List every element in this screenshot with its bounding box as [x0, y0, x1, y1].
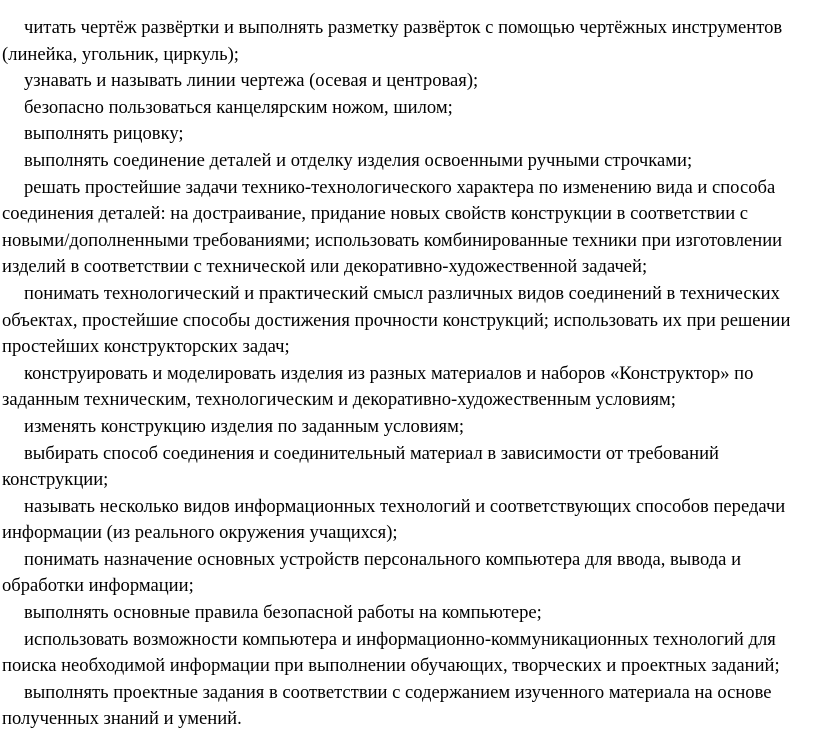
- skills-list: [2, 15, 814, 733]
- list-item: выполнять соединение деталей и отделку изделия освоенными ручными строчками;: [24, 149, 693, 171]
- list-item: выбирать способ соединения и соединительный материал в зависимости от требований конструкции;: [2, 442, 719, 491]
- list-item: конструировать и моделировать изделия из разных материалов и наборов «Конструктор» по заданным техническим, технологическим и декоративно-художественным условиям;: [2, 362, 754, 411]
- list-item: изменять конструкцию изделия по заданным условиям;: [24, 415, 465, 437]
- list-item: понимать технологический и практический смысл различных видов соединений в технических объектах, простейшие способы достижения прочности конструкций; использовать их при решении простейших конструкторских задач;: [2, 282, 791, 358]
- list-item: читать чертёж развёртки и выполнять разметку развёрток с помощью чертёжных инструментов (линейка, угольник, циркуль);: [2, 17, 783, 65]
- list-item: называть несколько видов информационных технологий и соответствующих способов передачи информации (из реального окружения учащихся);: [2, 495, 786, 544]
- list-item: использовать возможности компьютера и информационно-коммуникационных технологий для поиска необходимой информации при выполнении обучающих, творческих и проектных заданий;: [2, 628, 780, 677]
- list-item: понимать назначение основных устройств персонального компьютера для ввода, вывода и обработки информации;: [2, 548, 742, 597]
- list-item: выполнять проектные задания в соответствии с содержанием изученного материала на основе полученных знаний и умений.: [2, 681, 772, 730]
- list-item: решать простейшие задачи технико-технологического характера по изменению вида и способа соединения деталей: на достраивание, придание новых свойств конструкции в соответствии с новыми/дополненными требованиями; использовать комбинированные техники при изготовлении изделий в соответствии с технической или декоративно-художественной задачей;: [2, 176, 783, 278]
- list-item: безопасно пользоваться канцелярским ножом, шилом;: [24, 96, 453, 118]
- list-item: узнавать и называть линии чертежа (осевая и центровая);: [24, 70, 479, 92]
- list-item: выполнять рицовку;: [24, 123, 184, 145]
- list-item: выполнять основные правила безопасной работы на компьютере;: [24, 602, 542, 624]
